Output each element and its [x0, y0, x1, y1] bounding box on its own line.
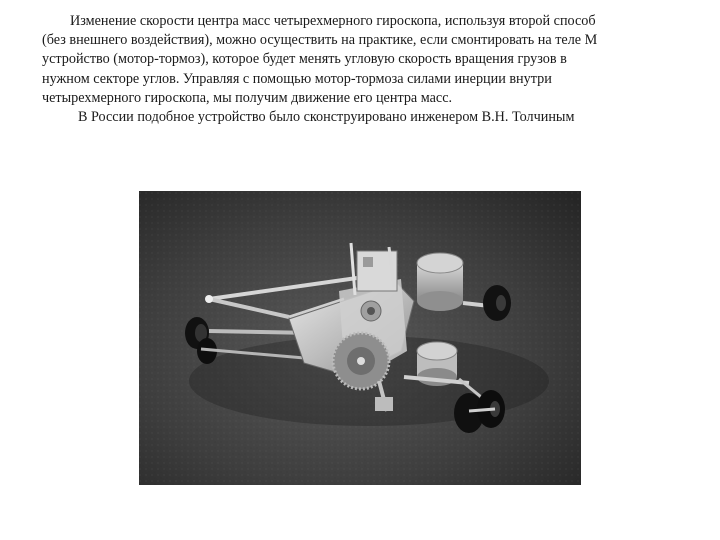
paragraph-line-6: В России подобное устройство было сконструировано инженером В.Н. Толчиным: [78, 109, 575, 126]
device-photo: [139, 191, 581, 485]
slide-text-block: [42, 12, 692, 127]
paragraph-line-4: нужном секторе углов. Управляя с помощью мотор-тормоза силами инерции внутри: [42, 70, 552, 87]
paragraph-line-2: (без внешнего воздействия), можно осуществить на практике, если смонтировать на теле М: [42, 32, 598, 49]
right-upper-wheel: [483, 285, 511, 321]
upper-weight-drum: [417, 253, 463, 311]
paragraph-line-3: устройство (мотор-тормоз), которое будет менять угловую скорость вращения грузов в: [42, 51, 567, 68]
paragraph-line-5: четырехмерного гироскопа, мы получим движение его центра масс.: [42, 89, 453, 106]
paragraph-line-1: Изменение скорости центра масс четырехмерного гироскопа, используя второй способ: [70, 13, 596, 29]
